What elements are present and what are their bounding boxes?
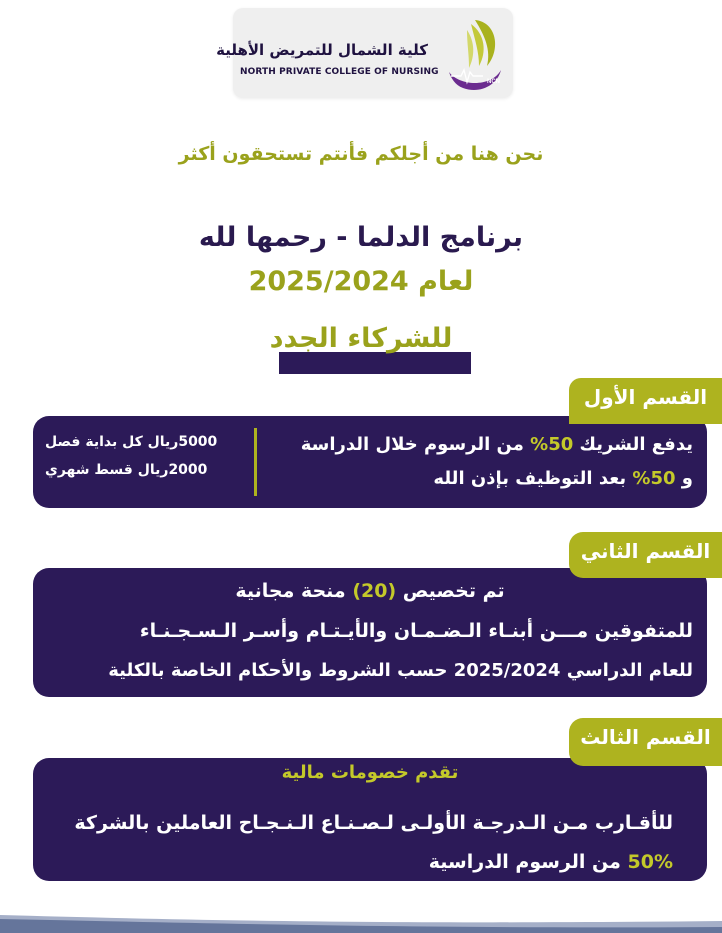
scholarship-count: (20) (352, 580, 397, 602)
section-3-line-2: للأقـارب مـن الـدرجـة الأولـى لـصـنـاع الـنـجـاح العاملين بالشركة (74, 812, 673, 834)
logo-monogram: NCN (487, 79, 500, 85)
section-1-semester-fee: 5000ريال كل بداية فصل (45, 434, 218, 450)
percent-highlight: 50% (627, 851, 673, 873)
feather-heartbeat-logo-icon (435, 14, 507, 94)
logo-name-english: NORTH PRIVATE COLLEGE OF NURSING (240, 67, 439, 77)
college-logo-card (216, 8, 513, 98)
section-1-divider (254, 428, 257, 496)
footer-swoosh-decoration (0, 905, 722, 933)
section-3-tab: القسم الثالث (569, 718, 722, 766)
section-2-title: تم تخصيص (20) منحة مجانية (235, 580, 505, 602)
audience-underline-bar (279, 352, 471, 374)
section-2-tab: القسم الثاني (569, 532, 722, 578)
section-1-line-1: يدفع الشريك 50% من الرسوم خلال الدراسة (300, 434, 693, 455)
slogan-heading: نحن هنا من أجلكم فأنتم تستحقون أكثر (178, 143, 544, 165)
audience-heading: للشركاء الجدد (269, 323, 453, 354)
program-title: برنامج الدلما - رحمها لله (198, 222, 524, 253)
section-1-monthly-installment: 2000ريال قسط شهري (45, 462, 208, 478)
section-1-tab: القسم الأول (569, 378, 722, 424)
section-1-line-2: و 50% بعد التوظيف بإذن الله (433, 468, 693, 489)
section-3-line-3: 50% من الرسوم الدراسية (428, 851, 673, 873)
section-2-panel (33, 568, 707, 697)
section-3-title: تقدم خصومات مالية (281, 762, 459, 783)
section-3-panel (33, 758, 707, 881)
section-2-line-3: للعام الدراسي 2025/2024 حسب الشروط والأحكام الخاصة بالكلية (108, 660, 693, 681)
logo-name-arabic: كلية الشمال للتمريض الأهلية (216, 41, 428, 59)
year-heading: لعام 2025/2024 (248, 266, 474, 297)
percent-highlight: 50% (632, 468, 676, 489)
section-1-panel (33, 416, 707, 508)
section-2-line-2: للمتفوقين مـــن أبنـاء الـضـمـان والأيـتـام وأسـر الـسـجـنـاء (139, 620, 693, 642)
percent-highlight: 50% (530, 434, 574, 455)
